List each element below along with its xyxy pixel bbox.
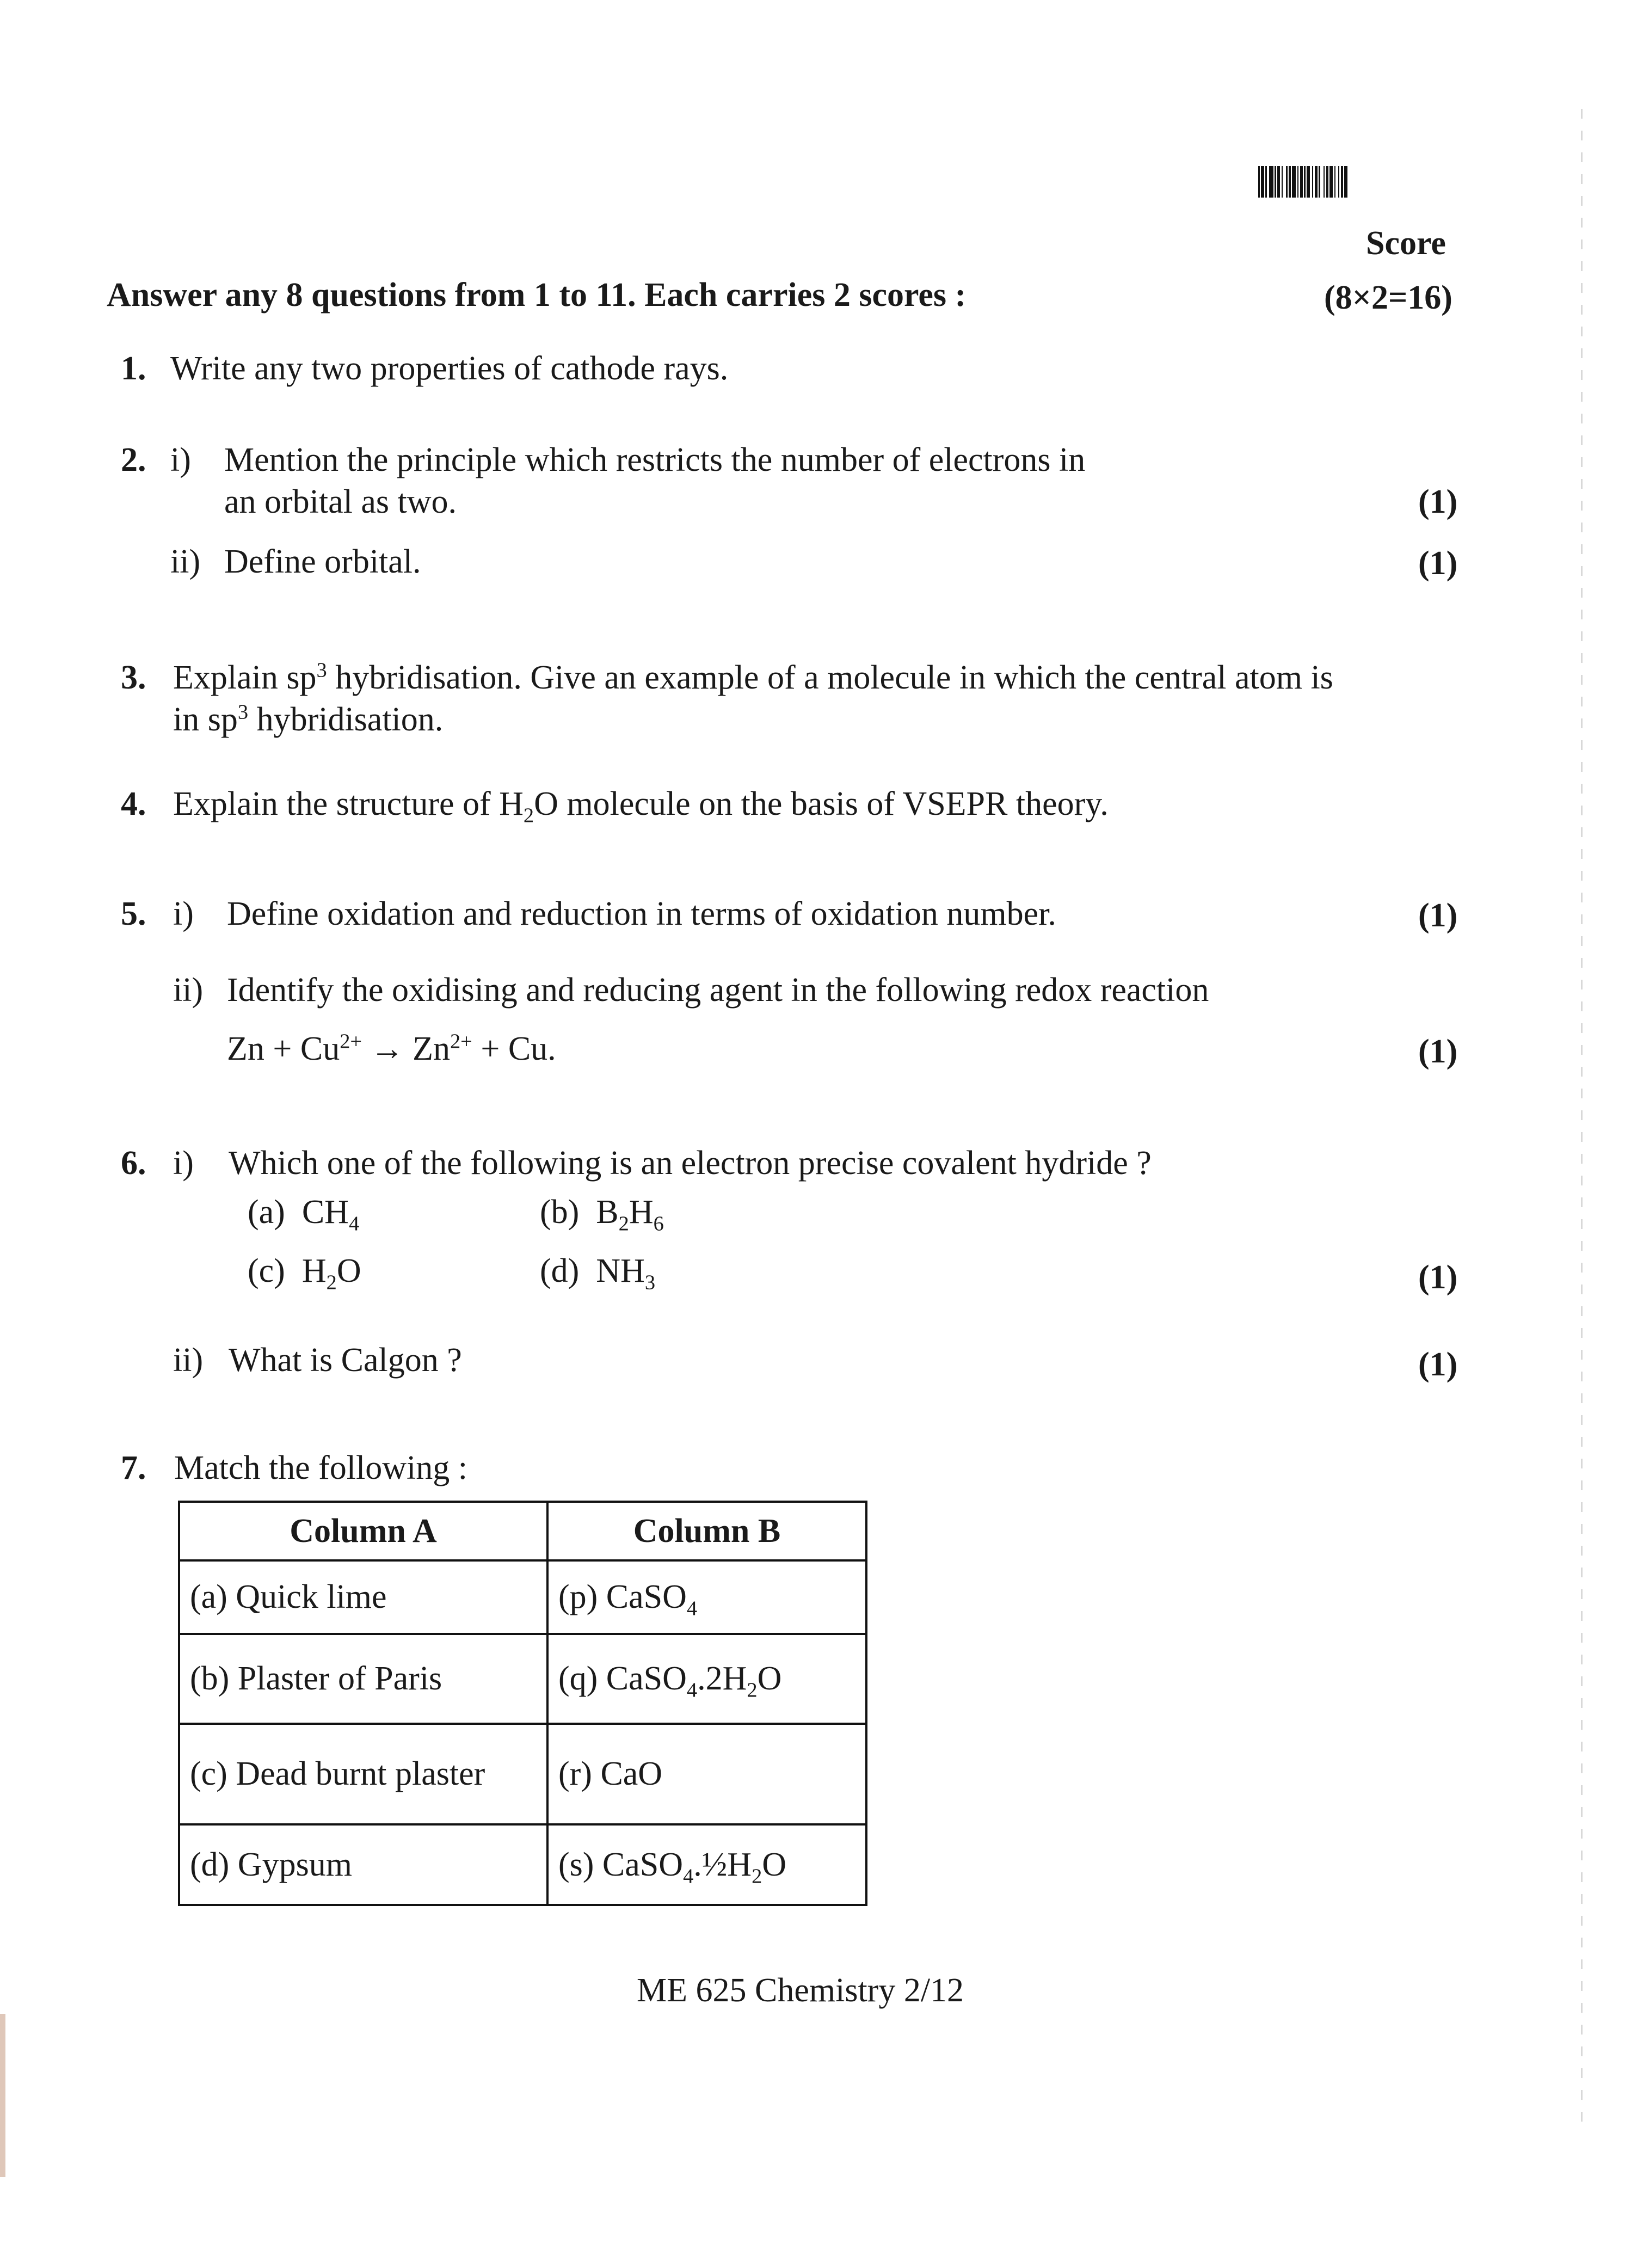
option-b: (b) $B_2H_6$ <box>540 1194 664 1236</box>
question-2-i-line2: an orbital as two. <box>224 483 457 520</box>
question-7-text: Match the following : <box>174 1449 467 1486</box>
question-4-text: Explain the structure of $H_2O$ molecule on the basis of VSEPR theory. <box>173 785 1109 827</box>
table-header-row <box>179 1502 866 1560</box>
column-b-cell: (p) CaSO$_4$ <box>547 1560 866 1634</box>
page-edge-shadow <box>1581 109 1583 2123</box>
score-label: Score <box>1366 225 1446 262</box>
column-b-header: Column B <box>547 1502 866 1560</box>
question-1-text: Write any two properties of cathode rays. <box>170 350 729 387</box>
table-row <box>179 1824 866 1905</box>
table-row <box>179 1560 866 1634</box>
question-6-number: 6. <box>121 1145 146 1182</box>
question-5-number: 5. <box>121 895 146 932</box>
barcode-bar <box>1347 166 1349 198</box>
question-3-line2: in $sp^3$ hybridisation. <box>173 700 444 738</box>
column-a-cell: (c) Dead burnt plaster <box>179 1724 547 1824</box>
question-2-number: 2. <box>121 441 146 478</box>
score-total: (8×2=16) <box>1324 279 1452 316</box>
option-d: (d) $NH_3$ <box>540 1252 656 1294</box>
barcode-bar <box>1292 166 1296 198</box>
page-footer: ME 625 Chemistry 2/12 <box>637 1972 964 2009</box>
question-5-i-text: Define oxidation and reduction in terms of oxidation number. <box>227 895 1056 932</box>
question-6-ii-score: (1) <box>1418 1346 1458 1383</box>
question-2-ii-score: (1) <box>1418 545 1458 582</box>
question-7-number: 7. <box>121 1449 146 1486</box>
question-5-i-label: i) <box>173 895 194 932</box>
question-5-ii-label: ii) <box>173 972 204 1009</box>
table-row <box>179 1724 866 1824</box>
column-a-cell: (d) Gypsum <box>179 1824 547 1905</box>
question-2-i-label: i) <box>170 441 191 478</box>
option-c: (c) $H_2O$ <box>248 1252 361 1294</box>
question-6-i-label: i) <box>173 1145 194 1182</box>
page-edge-tint <box>0 2014 5 2177</box>
instruction: Answer any 8 questions from 1 to 11. Each carries 2 scores : <box>107 276 967 314</box>
question-5-ii-score: (1) <box>1418 1033 1458 1070</box>
question-1-number: 1. <box>121 350 146 387</box>
question-5-ii-text: Identify the oxidising and reducing agent in the following redox reaction <box>227 972 1209 1009</box>
question-6-i-text: Which one of the following is an electron precise covalent hydride ? <box>229 1145 1152 1182</box>
column-a-cell: (a) Quick lime <box>179 1560 547 1634</box>
column-b-cell: (q) $CaSO_4.2H_2O$ <box>547 1634 866 1724</box>
question-3-line1: Explain $sp^3$ hybridisation. Give an example of a molecule in which the central atom is <box>173 659 1333 696</box>
question-4-number: 4. <box>121 785 146 822</box>
option-a: (a) $CH_4$ <box>248 1194 360 1236</box>
column-a-cell: (b) Plaster of Paris <box>179 1634 547 1724</box>
question-2-i-score: (1) <box>1418 483 1458 520</box>
question-5-i-score: (1) <box>1418 897 1458 934</box>
question-2-ii-text: Define orbital. <box>224 543 421 580</box>
barcode-bar <box>1269 166 1273 198</box>
table-row <box>179 1634 866 1724</box>
column-b-cell: (s) $CaSO_4.\frac{1}{2}H_2O$ <box>547 1824 866 1905</box>
question-2-i-line1: Mention the principle which restricts the number of electrons in <box>224 441 1086 478</box>
barcode <box>1258 166 1461 198</box>
question-3-number: 3. <box>121 659 146 696</box>
question-5-equation: $Zn + Cu^{2+} \to Zn^{2+} + Cu$. <box>227 1030 556 1067</box>
column-b-cell: (r) CaO <box>547 1724 866 1824</box>
question-6-i-score: (1) <box>1418 1259 1458 1296</box>
column-a-header: Column A <box>179 1502 547 1560</box>
question-6-ii-label: ii) <box>173 1342 204 1379</box>
match-table <box>178 1501 867 1906</box>
question-2-ii-label: ii) <box>170 543 201 580</box>
question-6-ii-text: What is Calgon ? <box>229 1342 462 1379</box>
